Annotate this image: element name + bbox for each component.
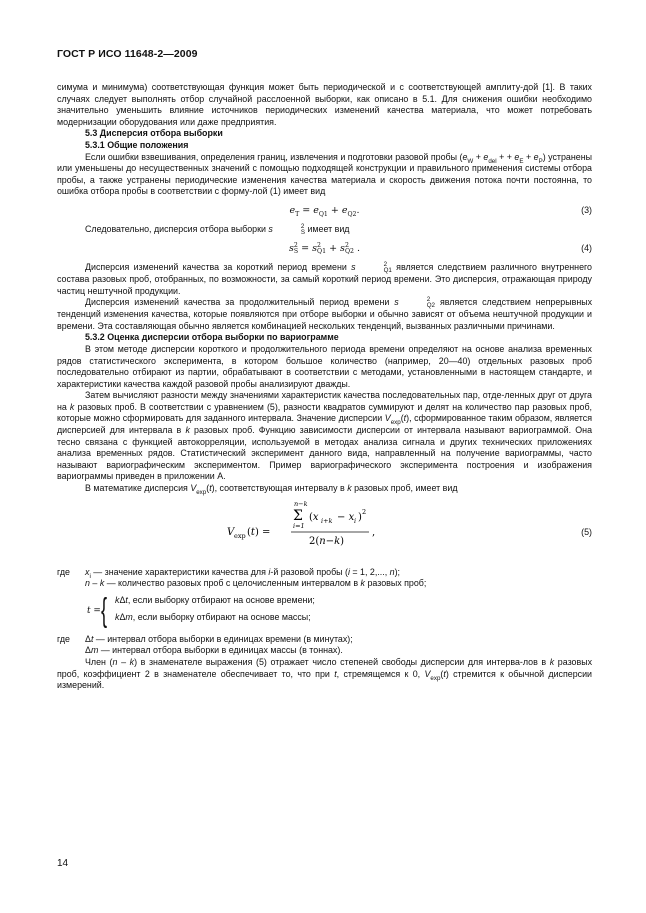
svg-text:− x: − x <box>337 511 355 523</box>
svg-text:2: 2 <box>362 507 367 516</box>
page-number: 14 <box>57 858 69 869</box>
piecewise-definition: t = { kΔt, если выборку отбирают на основе времени; kΔm, если выборку отбирают на основе массы; <box>87 590 315 628</box>
svg-text:i+k: i+k <box>321 516 333 525</box>
svg-text:(x: (x <box>309 511 319 523</box>
svg-text:): ) <box>358 511 362 523</box>
equation-3: $e_T = e_{Q1} + e_{Q2}$. (3) <box>289 204 592 218</box>
document-header: ГОСТ Р ИСО 11648-2—2009 <box>57 48 198 60</box>
where-clause: где Δt — интервал отбора выборки в единицах времени (в минутах); Δm — интервал отбора выборки в единицах массы (в тоннах). <box>57 633 353 656</box>
paragraph: Дисперсия изменений качества за короткий период времени s 2 Q1 является следствием различного внутреннего состава разовых проб, отобранных, по возможности, за самый короткий период времени. Это дисперсия, отражающая природу частиц нештучной продукции. <box>57 260 592 296</box>
paragraph: В этом методе дисперсии короткого и продолжительного периода времени определяют на основе анализа временных рядов статистического эксперимента, в котором большое количество (например, 20—40) отдельных разовых проб последовательно отбирают из партии, обрабатывают в соответствии с методами, установленными в настоящем стандарте, и характеристики качества каждой разовой пробы анализируют дважды. <box>57 343 592 389</box>
svg-text:Σ: Σ <box>293 507 303 524</box>
paragraph: В математике дисперсия $V_{exp}(t)$, соответствующая интервалу в k разовых проб, имеет вид <box>85 483 458 496</box>
subsection-heading: 5.3.2 Оценка дисперсии отбора выборки по вариограмме <box>85 332 339 343</box>
paragraph: Затем вычисляют разности между значениями характеристик качества последовательных пар, отде-ленных друг от друга на k разовых проб. В соответствии с уравнением (5), разности квадратов суммируют и делят на количество пар разовых проб, которые можно сформировать для заданного интервала. Значение дисперсии $V_{exp}(t)$, сформированное таким образом, является дисперсией для интервала в k разовых проб. Функцию зависимости дисперсии от интервала называют вариограммой. Она тесно связана с функцией автокорреляции, используемой в методах анализа сигнала и других технических приложениях анализа временных рядов. Статистический эксперимент данного вида, направленный на получение вариограммы, часто называют вариографическим экспериментом. Пример вариографического эксперимента построения и изображения вариограммы приведен в приложении А. <box>57 390 593 482</box>
paragraph: Член (n – k) в знаменателе выражения (5) отражает число степеней свободы дисперсии для интерва-лов в k разовых проб, коэффициент 2 в знаменателе обеспечивает то, что при t, стремящемся к 0, $V_{exp}(t)$ стремится к обычной дисперсии измерений. <box>57 657 593 691</box>
svg-text:i: i <box>354 516 357 525</box>
paragraph: Следовательно, дисперсия отбора выборки s 2 S имеет вид <box>85 222 350 236</box>
paragraph: Дисперсия изменений качества за продолжительный период времени s 2 Q2 является следствием непрерывных тенденций изменения качества, которые появляются при отборе выборки и обычно зависят от объема нештучной продукции и времени. Эта составляющая обычно является комбинацией нескольких тенденций, вызванных различными причинами. <box>57 296 593 331</box>
paragraph: Если ошибки взвешивания, определения границ, извлечения и подготовки разовой пробы ($e_W + e_{del}$ + + $e_E + e_P$) устранены или уменьшены до несущественных значений с помощью подходящей конструкции и правильного применения системы отбора пробы, а также устранены периодические изменения качества материала и скорость движения потока почти постоянна, то ошибка отбора пробы в соответствии с форму-лой (1) имеет вид <box>57 151 592 197</box>
section-heading: 5.3 Дисперсия отбора выборки <box>85 128 223 139</box>
svg-text:,: , <box>372 526 376 538</box>
page-content <box>57 82 592 692</box>
variogram-formula <box>227 495 447 565</box>
equation-number: (3) <box>581 204 592 215</box>
svg-text:i=1: i=1 <box>293 521 305 530</box>
equation-number: (4) <box>581 242 592 253</box>
equation-4: s 2 S = s 2 Q1 + s 2 Q2 . (4) <box>289 241 592 255</box>
paragraph: симума и минимума) соответствующая функция может быть периодической и с соответствующей амплиту-дой [1]. В таких случаях следует выполнять отбор случайной расслоенной выборки, как описано в 5.1. Для снижения ошибки необходимо значительно уменьшить влияние источников периодических изменений качества материала, что может потребовать модернизации оборудования или даже предприятия. <box>57 82 592 127</box>
equation-5 <box>57 495 592 565</box>
svg-text:exp: exp <box>234 531 246 540</box>
svg-text:V: V <box>227 526 235 538</box>
equation-number: (5) <box>581 526 592 537</box>
where-clause: где $x_i$ — значение характеристики качества для i-й разовой пробы (i = 1, 2,..., n); n – k — количество разовых проб с целочисленным интервалом в k разовых проб; <box>57 566 427 589</box>
svg-text:2(n−k): 2(n−k) <box>309 535 345 547</box>
subsection-heading: 5.3.1 Общие положения <box>85 139 189 150</box>
svg-text:(t) =: (t) = <box>247 526 271 538</box>
svg-text:n−k: n−k <box>294 499 308 508</box>
